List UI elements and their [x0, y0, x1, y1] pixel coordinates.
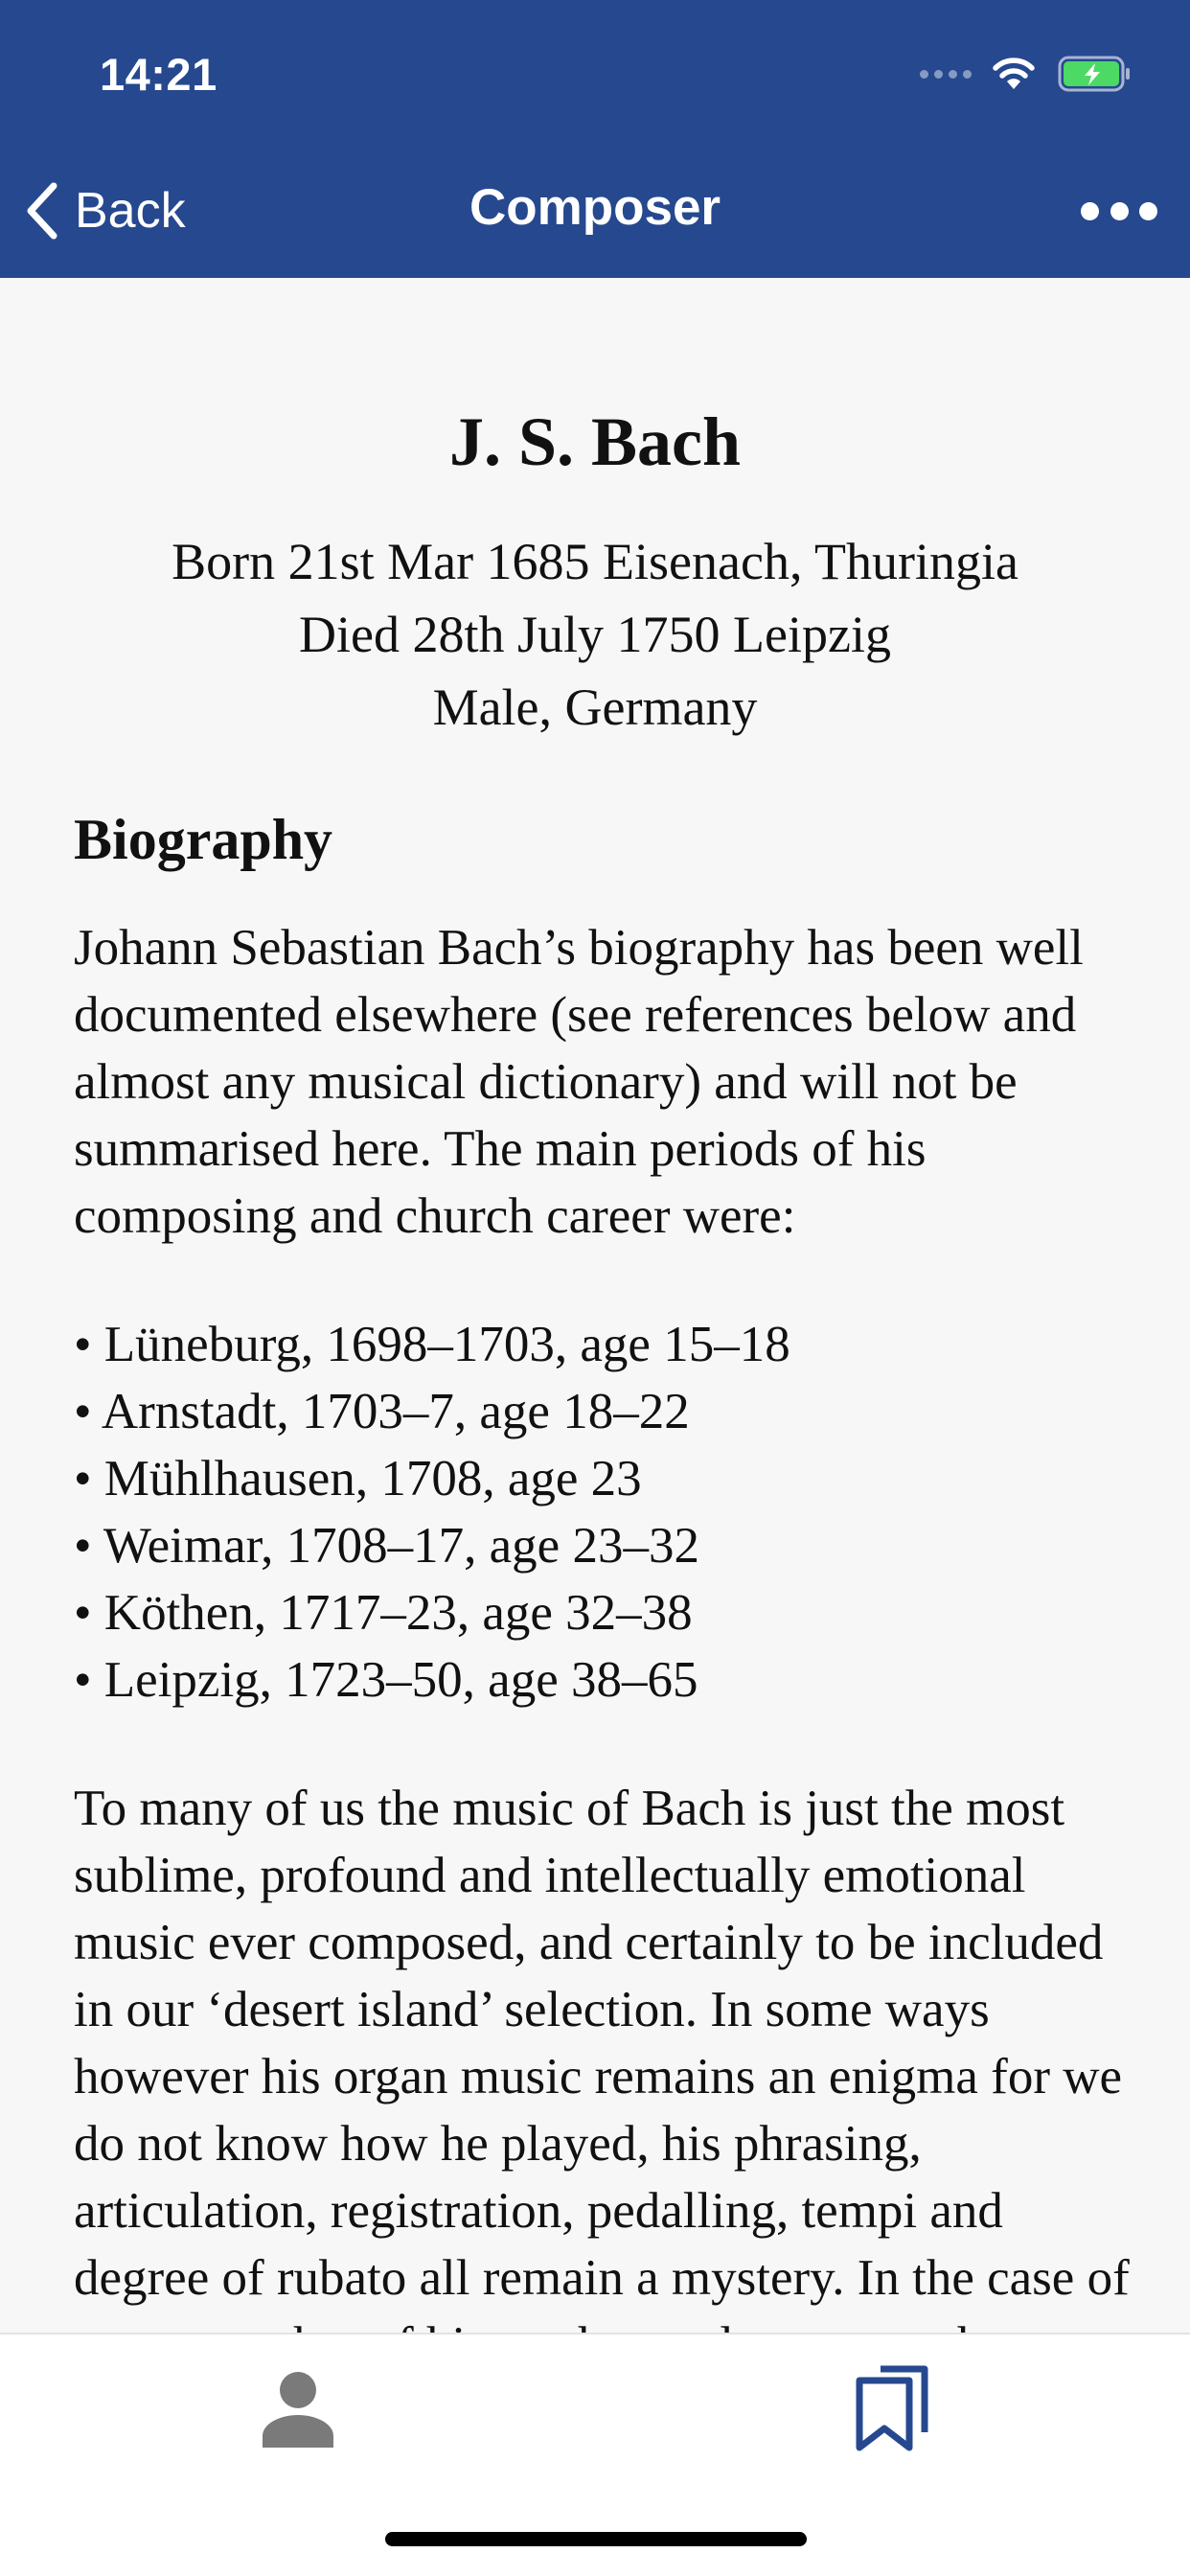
status-time: 14:21: [100, 49, 217, 100]
biography-body: [74, 914, 1137, 2446]
list-item: • Köthen, 1717–23, age 32–38: [74, 1585, 693, 1641]
biography-heading: Biography: [74, 808, 333, 871]
page-title: Composer: [469, 179, 721, 236]
biography-paragraph: To many of us the music of Bach is just the most sublime, profound and intellectually emotional music ever composed, and certainly to be included in our ‘desert island’ selection. In some ways however his organ music remains an enigma for we do not know how he played, his phrasing, articulation, registration, pedalling, tempi and degree of rubato all remain a mystery. In the case of: [74, 1781, 1130, 2306]
composer-gender-country: Male, Germany: [432, 678, 758, 736]
composer-born: Born 21st Mar 1685 Eisenach, Thuringia: [172, 533, 1018, 590]
wifi-icon: [991, 57, 1037, 91]
tab-composer[interactable]: [257, 2367, 339, 2450]
tab-bookmarks[interactable]: [856, 2365, 928, 2451]
list-item: • Arnstadt, 1703–7, age 18–22: [74, 1384, 690, 1439]
chevron-left-icon: [23, 180, 61, 242]
composer-died: Died 28th July 1750 Leipzig: [299, 606, 891, 663]
more-dot-icon: [1139, 202, 1157, 220]
more-options-button[interactable]: [1081, 186, 1157, 236]
navigation-header: [0, 0, 1190, 278]
list-item: • Leipzig, 1723–50, age 38–65: [74, 1652, 698, 1708]
list-item: • Weimar, 1708–17, age 23–32: [74, 1518, 699, 1574]
biography-intro: Johann Sebastian Bach’s biography has been well documented elsewhere (see references below and almost any musical dictionary) and will not be summarised here. The main periods of his composing and church career were:: [74, 920, 1084, 1244]
home-indicator[interactable]: [385, 2532, 807, 2546]
battery-charging-icon: [1058, 55, 1133, 93]
career-periods-list: [74, 1311, 1137, 1714]
list-item: • Lüneburg, 1698–1703, age 15–18: [74, 1317, 790, 1372]
composer-name: J. S. Bach: [448, 403, 742, 480]
composer-detail-scroll[interactable]: [0, 278, 1190, 2333]
cellular-signal-icon: [920, 70, 972, 79]
composer-meta: [0, 525, 1190, 744]
back-button[interactable]: [23, 172, 186, 249]
person-icon: [263, 2372, 333, 2448]
back-label: Back: [75, 183, 186, 239]
list-item: • Mühlhausen, 1708, age 23: [74, 1451, 642, 1506]
more-dot-icon: [1110, 202, 1129, 220]
more-dot-icon: [1081, 202, 1099, 220]
bookmarks-icon: [859, 2369, 925, 2448]
status-indicators: [920, 50, 1133, 98]
